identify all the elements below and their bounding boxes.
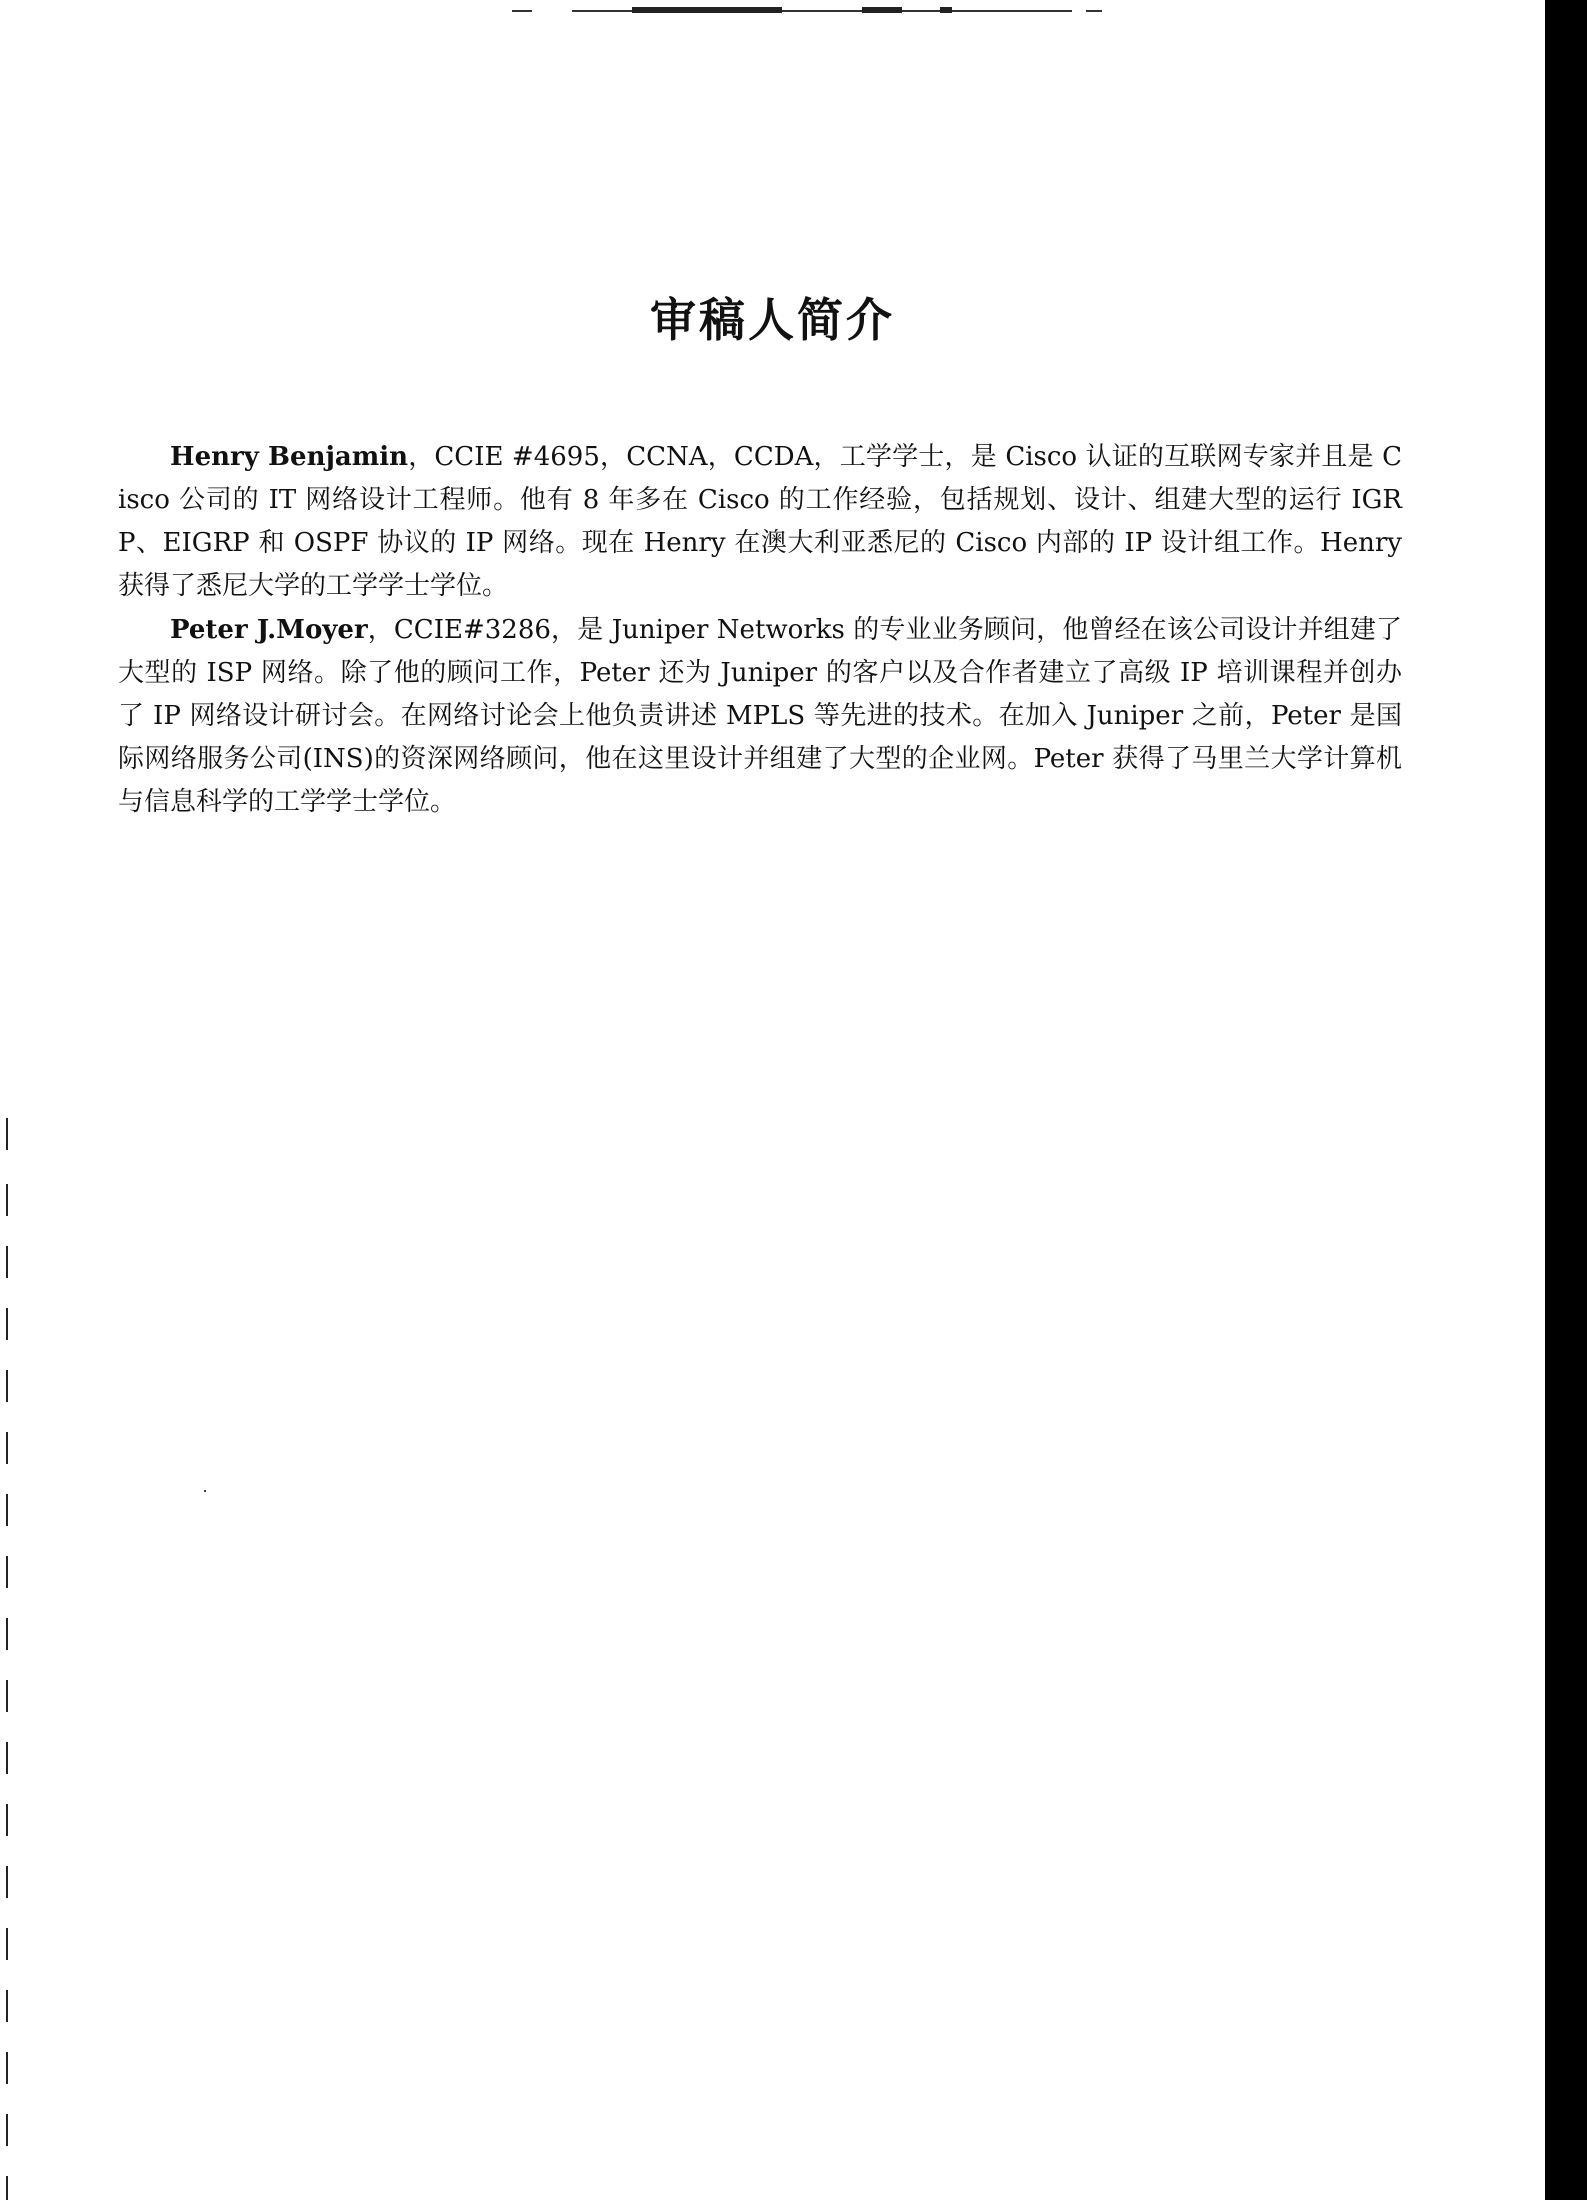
binding-mark [6,1680,8,1712]
binding-mark [6,1308,8,1340]
page-title: 审稿人简介 [650,293,895,347]
top-rule-fragment [1086,10,1102,12]
binding-mark [6,1370,8,1402]
scan-speck [204,1490,206,1492]
reviewer-name: Peter J.Moyer [170,615,368,645]
binding-mark [6,1494,8,1526]
binding-mark [6,1866,8,1898]
binding-mark [6,2052,8,2084]
binding-mark [6,1804,8,1836]
binding-mark [6,1184,8,1216]
binding-mark [6,1990,8,2022]
scan-edge [1545,0,1587,2200]
binding-mark [6,1118,8,1150]
binding-mark [6,1742,8,1774]
reviewer-bio-text: ，CCIE#3286，是 Juniper Networks 的专业业务顾问，他曾经在该公司设计并组建了大型的 ISP 网络。除了他的顾问工作，Peter 还为 Juniper 的客户以及合作者建立了高级 IP 培训课程并创办了 IP 网络设计研讨会。在网络讨论会上他负责讲述 MPLS 等先进的技术。在加入 Juniper 之前，Peter 是国际网络服务公司(INS)的资深网络顾问，他在这里设计并组建了大型的企业网。Peter 获得了马里兰大学计算机与信息科学的工学学士学位。 [118,615,1402,817]
reviewer-name: Henry Benjamin [170,442,409,472]
reviewer-bios [118,436,1402,824]
reviewer-bio-henry [118,436,1402,608]
top-rule-thick-segment [632,7,782,13]
binding-edge-marks [6,1118,9,2200]
binding-mark [6,2114,8,2146]
top-rule-thick-segment [940,7,952,13]
reviewer-bio-text: ，CCIE #4695，CCNA，CCDA，工学学士，是 Cisco 认证的互联网专家并且是 Cisco 公司的 IT 网络设计工程师。他有 8 年多在 Cisco 的工作经验，包括规划、设计、组建大型的运行 IGRP、EIGRP 和 OSPF 协议的 IP 网络。现在 Henry 在澳大利亚悉尼的 Cisco 内部的 IP 设计组工作。Henry 获得了悉尼大学的工学学士学位。 [118,442,1402,601]
binding-mark [6,1618,8,1650]
reviewer-bio-peter [118,609,1402,824]
binding-mark [6,1556,8,1588]
binding-mark [6,1246,8,1278]
top-rule-thick-segment [862,7,902,13]
binding-mark [6,1928,8,1960]
binding-mark [6,2176,8,2200]
top-rule [572,10,1072,12]
binding-mark [6,1432,8,1464]
top-rule-fragment [512,10,532,12]
